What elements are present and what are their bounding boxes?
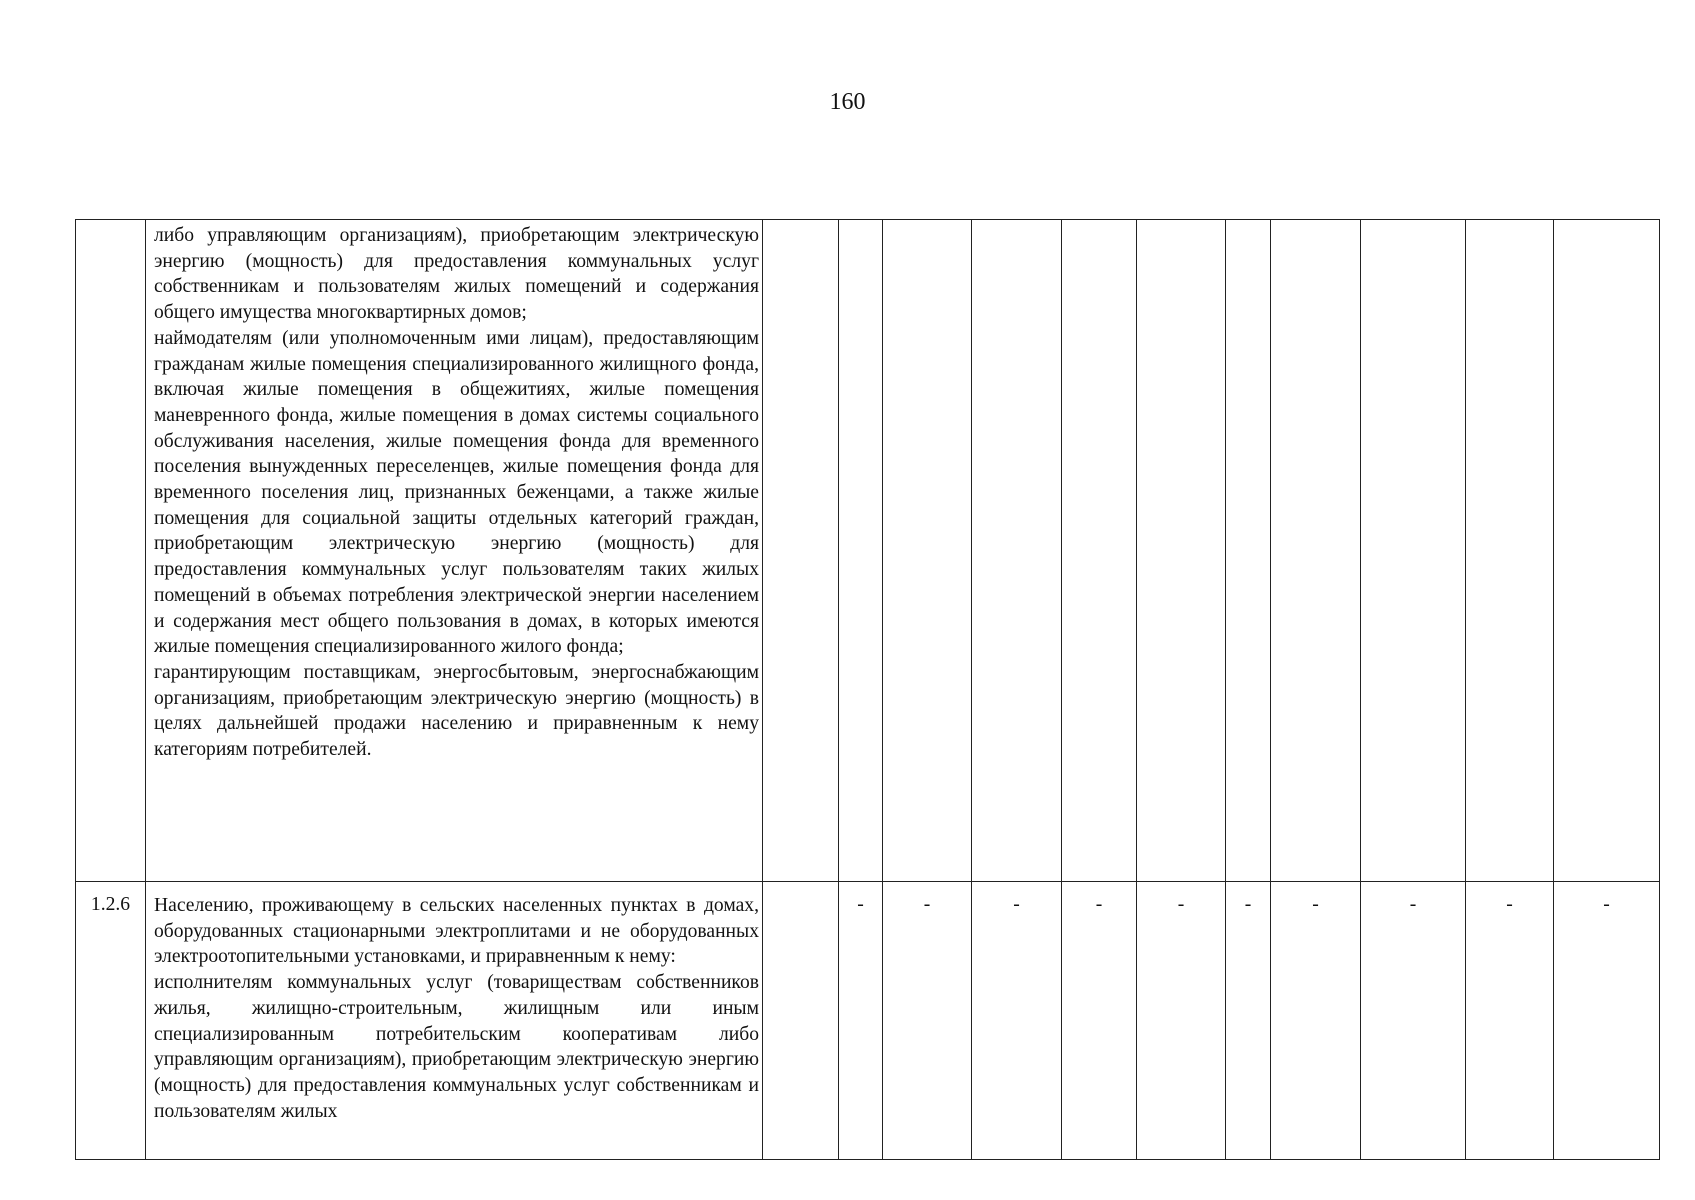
- value-cell: -: [1554, 882, 1660, 1160]
- value-cell: -: [1062, 882, 1137, 1160]
- value-cell: -: [1137, 882, 1226, 1160]
- row-paragraph: Населению, проживающему в сельских населенных пунктах в домах, оборудованных стационарными электроплитами и не оборудованных электроотопительными установками, и приравненным к нему:: [154, 895, 759, 968]
- value-cell: [1271, 220, 1361, 882]
- page-number: 160: [829, 89, 866, 115]
- value-cell: [1226, 220, 1271, 882]
- row-paragraph: наймодателям (или уполномоченным ими лицам), предоставляющим гражданам жилые помещения специализированного жилищного фонда, включая жилые помещения в общежитиях, жилые помещения маневренного фонда, жилые помещения в домах системы социального обслуживания населения, жилые помещения фонда для временного поселения вынужденных переселенцев, жилые помещения фонда для временного поселения лиц, признанных беженцами, а также жилые помещения для социальной защиты отдельных категорий граждан, приобретающим электрическую энергию (мощность) для предоставления коммунальных услуг пользователям таких жилых помещений в объемах потребления электрической энергии населением и содержания мест общего пользования в домах, в которых имеются жилые помещения специализированного жилого фонда;: [154, 327, 759, 658]
- row-number-cell: 1.2.6: [76, 882, 146, 1160]
- row-description-cell: [146, 220, 763, 882]
- value-cell: -: [883, 882, 972, 1160]
- value-cell: [1361, 220, 1466, 882]
- value-cell: [1554, 220, 1660, 882]
- value-cell: [763, 882, 839, 1160]
- value-cell: [763, 220, 839, 882]
- value-cell: -: [1361, 882, 1466, 1160]
- tariff-table: [75, 219, 1660, 1160]
- value-cell: -: [839, 882, 883, 1160]
- value-cell: [839, 220, 883, 882]
- value-cell: [1466, 220, 1554, 882]
- value-cell: -: [1271, 882, 1361, 1160]
- row-paragraph: гарантирующим поставщикам, энергосбытовым, энергоснабжающим организациям, приобретающим электрическую энергию (мощность) в целях дальнейшей продажи населению и приравненным к нему категориям потребителей.: [154, 661, 759, 761]
- table-row: [76, 882, 1660, 1160]
- value-cell: -: [1226, 882, 1271, 1160]
- row-paragraph: либо управляющим организациям), приобретающим электрическую энергию (мощность) для предоставления коммунальных услуг собственникам и пользователям жилых помещений и содержания общего имущества многоквартирных домов;: [154, 225, 759, 324]
- value-cell: -: [1466, 882, 1554, 1160]
- row-paragraph: исполнителям коммунальных услуг (товариществам собственников жилья, жилищно-строительным, жилищным или иным специализированным потребительским кооперативам либо управляющим организациям), приобретающим электрическую энергию (мощность) для предоставления коммунальных услуг собственникам и пользователям жилых: [154, 972, 759, 1122]
- row-description-cell: [146, 882, 763, 1160]
- value-cell: [1062, 220, 1137, 882]
- table-row: [76, 220, 1660, 882]
- value-cell: [883, 220, 972, 882]
- row-number-cell: [76, 220, 146, 882]
- value-cell: -: [972, 882, 1062, 1160]
- value-cell: [972, 220, 1062, 882]
- value-cell: [1137, 220, 1226, 882]
